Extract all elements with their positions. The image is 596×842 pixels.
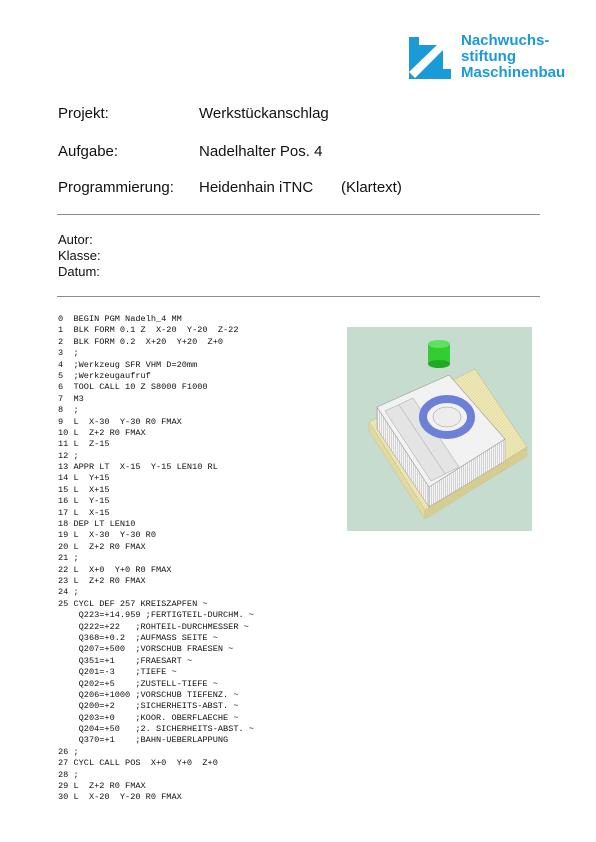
- program-line: 11 L Z-15: [58, 439, 110, 450]
- program-line: Q351=+1 ;FRAESART ~: [58, 655, 193, 666]
- program-line: Q370=+1 ;BAHN-UEBERLAPPUNG: [58, 735, 229, 746]
- program-line: Q201=-3 ;TIEFE ~: [58, 667, 177, 678]
- program-line: 5 ;Werkzeugaufruf: [58, 370, 151, 381]
- programmierung-label: Programmierung:: [58, 179, 174, 196]
- program-line: 2 BLK FORM 0.2 X+20 Y+20 Z+0: [58, 336, 224, 347]
- divider-bottom: [57, 296, 540, 297]
- program-line: 29 L Z+2 R0 FMAX: [58, 781, 146, 792]
- program-line: 14 L Y+15: [58, 473, 110, 484]
- program-line: 28 ;: [58, 769, 79, 780]
- program-line: Q200=+2 ;SICHERHEITS-ABST. ~: [58, 701, 239, 712]
- program-line: 27 CYCL CALL POS X+0 Y+0 Z+0: [58, 758, 218, 769]
- program-line: 9 L X-30 Y-30 R0 FMAX: [58, 416, 182, 427]
- program-line: Q223=+14.959 ;FERTIGTEIL-DURCHM. ~: [58, 610, 254, 621]
- logo-line-3: Maschinenbau: [461, 64, 566, 81]
- projekt-value: Werkstückanschlag: [199, 105, 329, 122]
- program-line: 21 ;: [58, 553, 79, 564]
- program-line: 12 ;: [58, 450, 79, 461]
- aufgabe-value: Nadelhalter Pos. 4: [199, 143, 323, 160]
- program-line: 24 ;: [58, 587, 79, 598]
- program-line: 20 L Z+2 R0 FMAX: [58, 541, 146, 552]
- meta-block: [58, 232, 101, 280]
- program-line: Q207=+500 ;VORSCHUB FRAESEN ~: [58, 644, 234, 655]
- autor-label: Autor:: [58, 232, 93, 247]
- program-line: Q206=+1000 ;VORSCHUB TIEFENZ. ~: [58, 689, 239, 700]
- arrow-logo-icon: [407, 35, 453, 81]
- simulation-view: [347, 327, 532, 531]
- program-line: Q204=+50 ;2. SICHERHEITS-ABST. ~: [58, 724, 254, 735]
- logo-line-1: Nachwuchs-: [461, 32, 550, 49]
- program-line: 19 L X-30 Y-30 R0: [58, 530, 156, 541]
- projekt-label: Projekt:: [58, 105, 109, 122]
- datum-label: Datum:: [58, 264, 100, 279]
- divider-top: [57, 214, 540, 215]
- logo-line-2: stiftung: [461, 48, 516, 65]
- logo: [407, 33, 567, 83]
- program-line: 0 BEGIN PGM Nadelh_4 MM: [58, 314, 182, 324]
- program-line: 18 DEP LT LEN10: [58, 519, 136, 530]
- programmierung-extra: (Klartext): [341, 179, 402, 196]
- program-line: 30 L X-20 Y-20 R0 FMAX: [58, 792, 182, 803]
- program-line: 22 L X+0 Y+0 R0 FMAX: [58, 564, 172, 575]
- program-line: 3 ;: [58, 348, 79, 359]
- program-line: 10 L Z+2 R0 FMAX: [58, 427, 146, 438]
- program-line: Q203=+0 ;KOOR. OBERFLAECHE ~: [58, 712, 239, 723]
- logo-wordmark: [461, 33, 565, 81]
- program-line: Q368=+0.2 ;AUFMASS SEITE ~: [58, 632, 218, 643]
- program-line: 8 ;: [58, 405, 79, 416]
- program-line: 13 APPR LT X-15 Y-15 LEN10 RL: [58, 462, 218, 473]
- program-line: 15 L X+15: [58, 484, 110, 495]
- programmierung-value: Heidenhain iTNC: [199, 179, 314, 196]
- program-line: 7 M3: [58, 393, 84, 404]
- program-line: 4 ;Werkzeug SFR VHM D=20mm: [58, 359, 198, 370]
- program-line: Q202=+5 ;ZUSTELL-TIEFE ~: [58, 678, 218, 689]
- program-line: 1 BLK FORM 0.1 Z X-20 Y-20 Z-22: [58, 325, 239, 336]
- aufgabe-label: Aufgabe:: [58, 143, 119, 160]
- program-line: Q222=+22 ;ROHTEIL-DURCHMESSER ~: [58, 621, 249, 632]
- workpiece-3d-render: [347, 327, 532, 531]
- program-line: 25 CYCL DEF 257 KREISZAPFEN ~: [58, 598, 208, 609]
- klasse-label: Klasse:: [58, 248, 101, 263]
- program-line: 17 L X-15: [58, 507, 110, 518]
- program-line: 16 L Y-15: [58, 496, 110, 507]
- program-line: 23 L Z+2 R0 FMAX: [58, 575, 146, 586]
- tool-top: [428, 340, 450, 348]
- program-line: 6 TOOL CALL 10 Z S8000 F1000: [58, 382, 208, 393]
- nc-program-listing: [58, 314, 254, 804]
- program-line: 26 ;: [58, 746, 79, 757]
